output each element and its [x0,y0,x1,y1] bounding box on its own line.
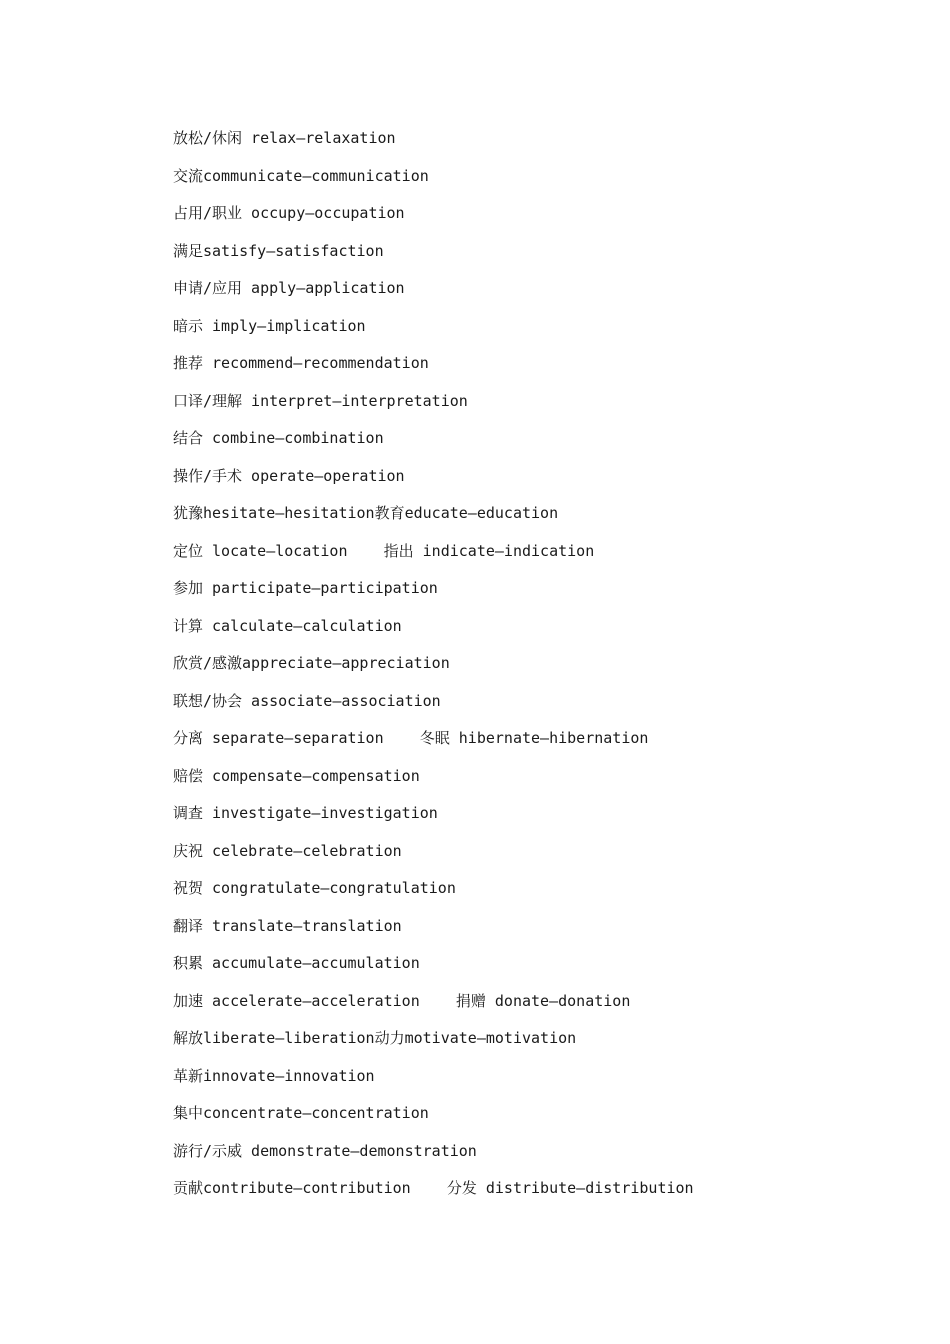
vocabulary-line: 口译/理解 interpret—interpretation [173,391,468,410]
vocabulary-line: 计算 calculate—calculation [173,616,402,635]
vocabulary-line: 革新innovate—innovation [173,1066,375,1085]
vocabulary-line: 欣赏/感激appreciate—appreciation [173,654,450,672]
vocabulary-line: 贡献contribute—contribution 分发 distribute—distribution [173,1179,694,1197]
vocabulary-line: 赔偿 compensate—compensation [173,766,420,785]
vocabulary-line: 参加 participate—participation [173,579,438,597]
vocabulary-line: 集中concentrate—concentration [173,1104,429,1122]
vocabulary-line: 游行/示威 demonstrate—demonstration [173,1141,477,1160]
vocabulary-line: 加速 accelerate—acceleration 捐赠 donate—donation [173,991,631,1010]
vocabulary-line: 犹豫hesitate—hesitation教育educate—education [173,504,559,522]
vocabulary-line: 操作/手术 operate—operation [173,466,405,485]
vocabulary-line: 推荐 recommend—recommendation [173,354,429,372]
vocabulary-line: 联想/协会 associate—association [173,691,441,710]
vocabulary-line: 翻译 translate—translation [173,916,402,935]
vocabulary-line: 定位 locate—location 指出 indicate—indication [173,541,595,560]
vocabulary-line: 积累 accumulate—accumulation [173,954,420,972]
vocabulary-line: 祝贺 congratulate—congratulation [173,879,456,897]
vocabulary-line: 放松/休闲 relax—relaxation [173,129,396,147]
vocabulary-line: 庆祝 celebrate—celebration [173,841,402,860]
vocabulary-line: 调查 investigate—investigation [173,804,438,822]
vocabulary-line: 满足satisfy—satisfaction [173,241,384,260]
vocabulary-line: 分离 separate—separation 冬眠 hibernate—hibernation [173,729,649,747]
vocabulary-line: 解放liberate—liberation动力motivate—motivation [173,1029,577,1047]
vocabulary-line: 申请/应用 apply—application [173,279,405,297]
vocabulary-line: 交流communicate—communication [173,166,429,185]
vocabulary-line: 暗示 imply—implication [173,316,366,335]
vocabulary-list [173,126,873,1214]
vocabulary-line: 结合 combine—combination [173,429,384,447]
vocabulary-line: 占用/职业 occupy—occupation [173,204,405,222]
